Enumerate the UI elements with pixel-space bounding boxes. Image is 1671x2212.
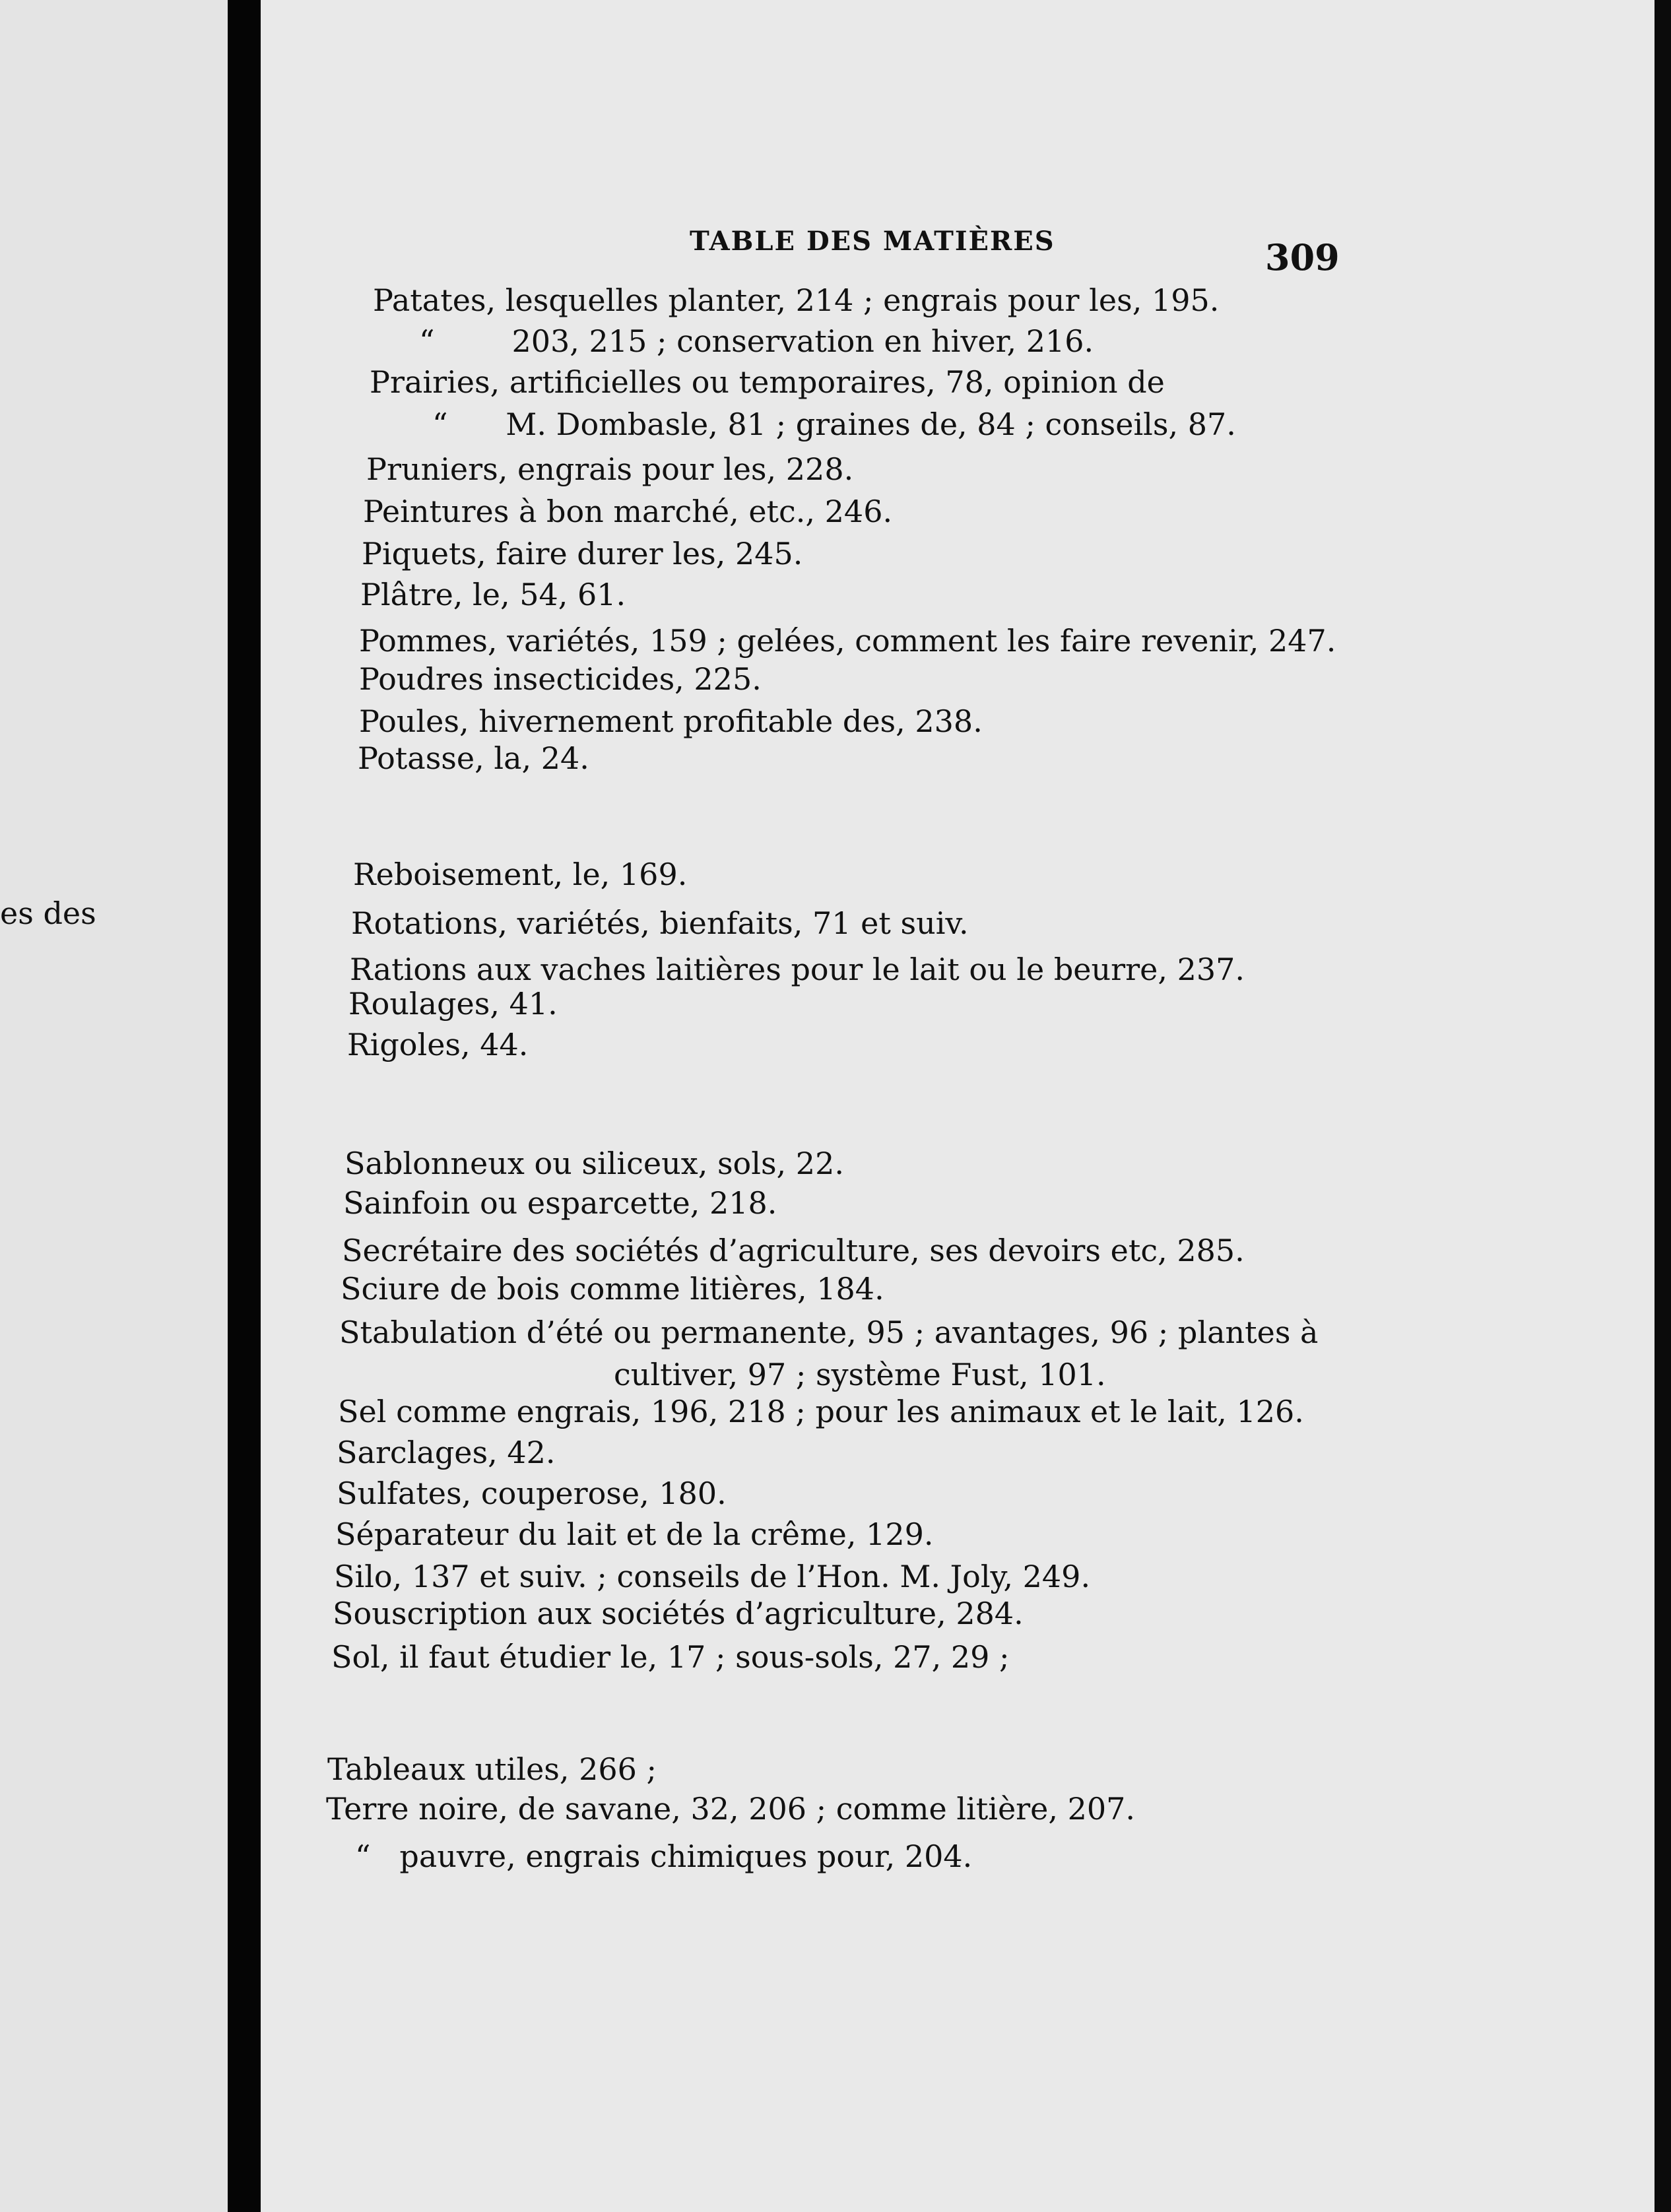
index-entry: Sablonneux ou siliceux, sols, 22.	[344, 1146, 844, 1181]
index-entry: Sulfates, couperose, 180.	[337, 1476, 727, 1511]
index-entry: Poules, hivernement profitable des, 238.	[359, 703, 983, 739]
index-entry: Stabulation d’été ou permanente, 95 ; avantages, 96 ; plantes à	[339, 1315, 1319, 1350]
index-entry: Reboisement, le, 169.	[353, 857, 688, 892]
running-head: TABLE DES MATIÈRES	[690, 226, 1055, 257]
index-entry: Sel comme engrais, 196, 218 ; pour les animaux et le lait, 126.	[338, 1394, 1304, 1429]
index-entry: Rigoles, 44.	[347, 1027, 529, 1062]
index-entry: “ pauvre, engrais chimiques pour, 204.	[355, 1838, 973, 1874]
index-entry: Patates, lesquelles planter, 214 ; engrais pour les, 195.	[373, 282, 1220, 318]
index-entry: Piquets, faire durer les, 245.	[362, 536, 803, 571]
index-entry: Roulages, 41.	[348, 986, 558, 1022]
index-entry: Sarclages, 42.	[337, 1435, 556, 1470]
index-entry: Peintures à bon marché, etc., 246.	[363, 494, 893, 529]
index-entry-continuation: cultiver, 97 ; système Fust, 101.	[614, 1357, 1106, 1392]
index-entry: Silo, 137 et suiv. ; conseils de l’Hon. M. Joly, 249.	[334, 1559, 1091, 1594]
index-entry: Séparateur du lait et de la crême, 129.	[335, 1516, 934, 1552]
page-number: 309	[1265, 236, 1340, 278]
index-entry: Sainfoin ou esparcette, 218.	[343, 1185, 777, 1221]
index-entry: “ 203, 215 ; conservation en hiver, 216.	[419, 323, 1094, 359]
page-edge	[1655, 0, 1671, 2212]
index-entry: Plâtre, le, 54, 61.	[360, 577, 626, 612]
index-entry: Sciure de bois comme litières, 184.	[341, 1271, 884, 1307]
index-entry: Pommes, variétés, 159 ; gelées, comment les faire revenir, 247.	[359, 623, 1336, 659]
index-entry: Prairies, artificielles ou temporaires, 78, opinion de	[370, 364, 1165, 400]
left-page	[0, 0, 228, 2212]
index-entry: Secrétaire des sociétés d’agriculture, ses devoirs etc, 285.	[342, 1233, 1245, 1268]
index-entry: Poudres insecticides, 225.	[359, 661, 762, 697]
index-entry: Rations aux vaches laitières pour le lait ou le beurre, 237.	[350, 952, 1245, 987]
index-entry: Potasse, la, 24.	[358, 740, 589, 776]
index-entry: Pruniers, engrais pour les, 228.	[366, 451, 854, 487]
index-entry: Terre noire, de savane, 32, 206 ; comme litière, 207.	[326, 1791, 1136, 1827]
book-gutter	[228, 0, 261, 2212]
index-entry: Sol, il faut étudier le, 17 ; sous-sols, 27, 29 ;	[331, 1639, 1010, 1675]
index-entry: Tableaux utiles, 266 ;	[327, 1751, 657, 1787]
index-entry: Souscription aux sociétés d’agriculture, 284.	[333, 1596, 1024, 1631]
index-entry: “ M. Dombasle, 81 ; graines de, 84 ; conseils, 87.	[432, 407, 1236, 442]
index-entry: Rotations, variétés, bienfaits, 71 et suiv.	[351, 905, 969, 941]
left-page-text-fragment: es des	[0, 895, 96, 931]
